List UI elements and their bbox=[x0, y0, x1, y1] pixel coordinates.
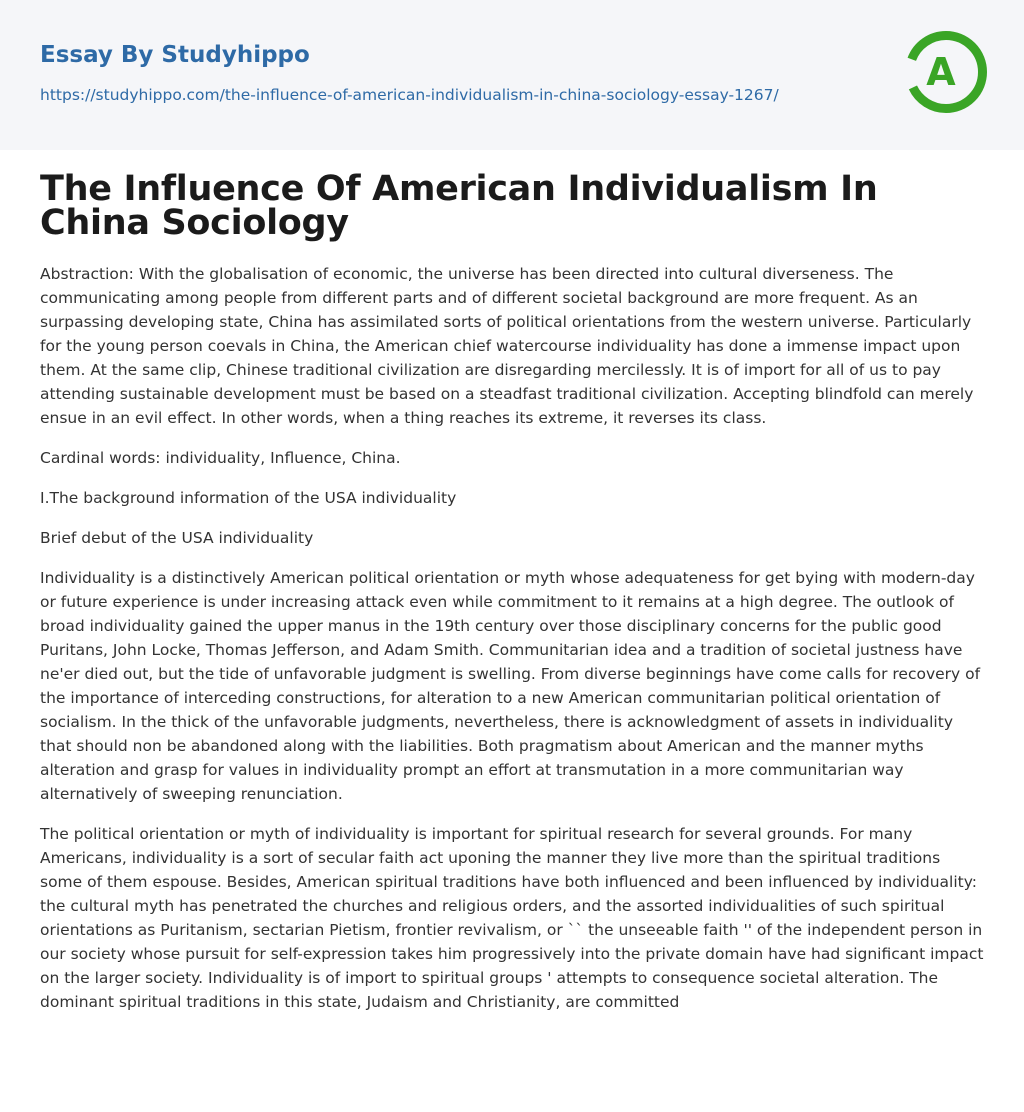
site-brand[interactable]: Essay By Studyhippo bbox=[40, 42, 310, 68]
studyhippo-logo-icon[interactable] bbox=[904, 30, 988, 114]
paragraph-political-orientation: The political orientation or myth of individuality is important for spiritual research for several grounds. For many Americans, individuality is a sort of secular faith act uponing the manner they live more than the spiritual traditions some of them espouse. Besides, American spiritual traditions have both influenced and been influenced by individuality: the cultural myth has penetrated the churches and religious orders, and the assorted individualities of such spiritual orientations as Puritanism, sectarian Pietism, frontier revivalism, or `` the unseeable faith '' of the independent person in our society whose pursuit for self-expression takes him progressively into the private domain have had significant impact on the larger society. Individuality is of import to spiritual groups ' attempts to consequence societal alteration. The dominant spiritual traditions in this state, Judaism and Christianity, are committed bbox=[40, 825, 984, 1011]
article-body bbox=[0, 169, 1024, 1014]
article-title: The Influence Of American Individualism In China Sociology bbox=[40, 169, 878, 243]
paragraph-individuality: Individuality is a distinctively American political orientation or myth whose adequateness for get bying with modern-day or future experience is under increasing attack even while commitment to it remains at a high degree. The outlook of broad individuality gained the upper manus in the 19th century over those disciplinary concerns for the public good Puritans, John Locke, Thomas Jefferson, and Adam Smith. Communitarian idea and a tradition of societal justness have ne'er died out, but the tide of unfavorable judgment is swelling. From diverse beginnings have come calls for recovery of the importance of interceding constructions, for alteration to a new American communitarian political orientation of socialism. In the thick of the unfavorable judgments, nevertheless, there is acknowledgment of assets in individuality that should non be abandoned along with the liabilities. Both pragmatism about American and the manner myths alteration and grasp for values in individuality prompt an effort at transmutation in a more communitarian way alternatively of sweeping renunciation. bbox=[40, 569, 981, 803]
subsection-heading: Brief debut of the USA individuality bbox=[40, 529, 314, 547]
paragraph-keywords: Cardinal words: individuality, Influence, China. bbox=[40, 449, 401, 467]
logo-letter: A bbox=[926, 50, 956, 94]
section-heading: I.The background information of the USA individuality bbox=[40, 489, 457, 507]
site-header bbox=[0, 0, 1024, 150]
source-url-link[interactable]: https://studyhippo.com/the-influence-of-american-individualism-in-china-sociology-essay-1267/ bbox=[40, 86, 779, 104]
paragraph-abstract: Abstraction: With the globalisation of economic, the universe has been directed into cultural diverseness. The communicating among people from different parts and of different societal background are more frequent. As an surpassing developing state, China has assimilated sorts of political orientations from the western universe. Particularly for the young person coevals in China, the American chief watercourse individuality has done a immense impact upon them. At the same clip, Chinese traditional civilization are disregarding mercilessly. It is of import for all of us to pay attending sustainable development must be based on a steadfast traditional civilization. Accepting blindfold can merely ensue in an evil effect. In other words, when a thing reaches its extreme, it reverses its class. bbox=[40, 265, 974, 427]
